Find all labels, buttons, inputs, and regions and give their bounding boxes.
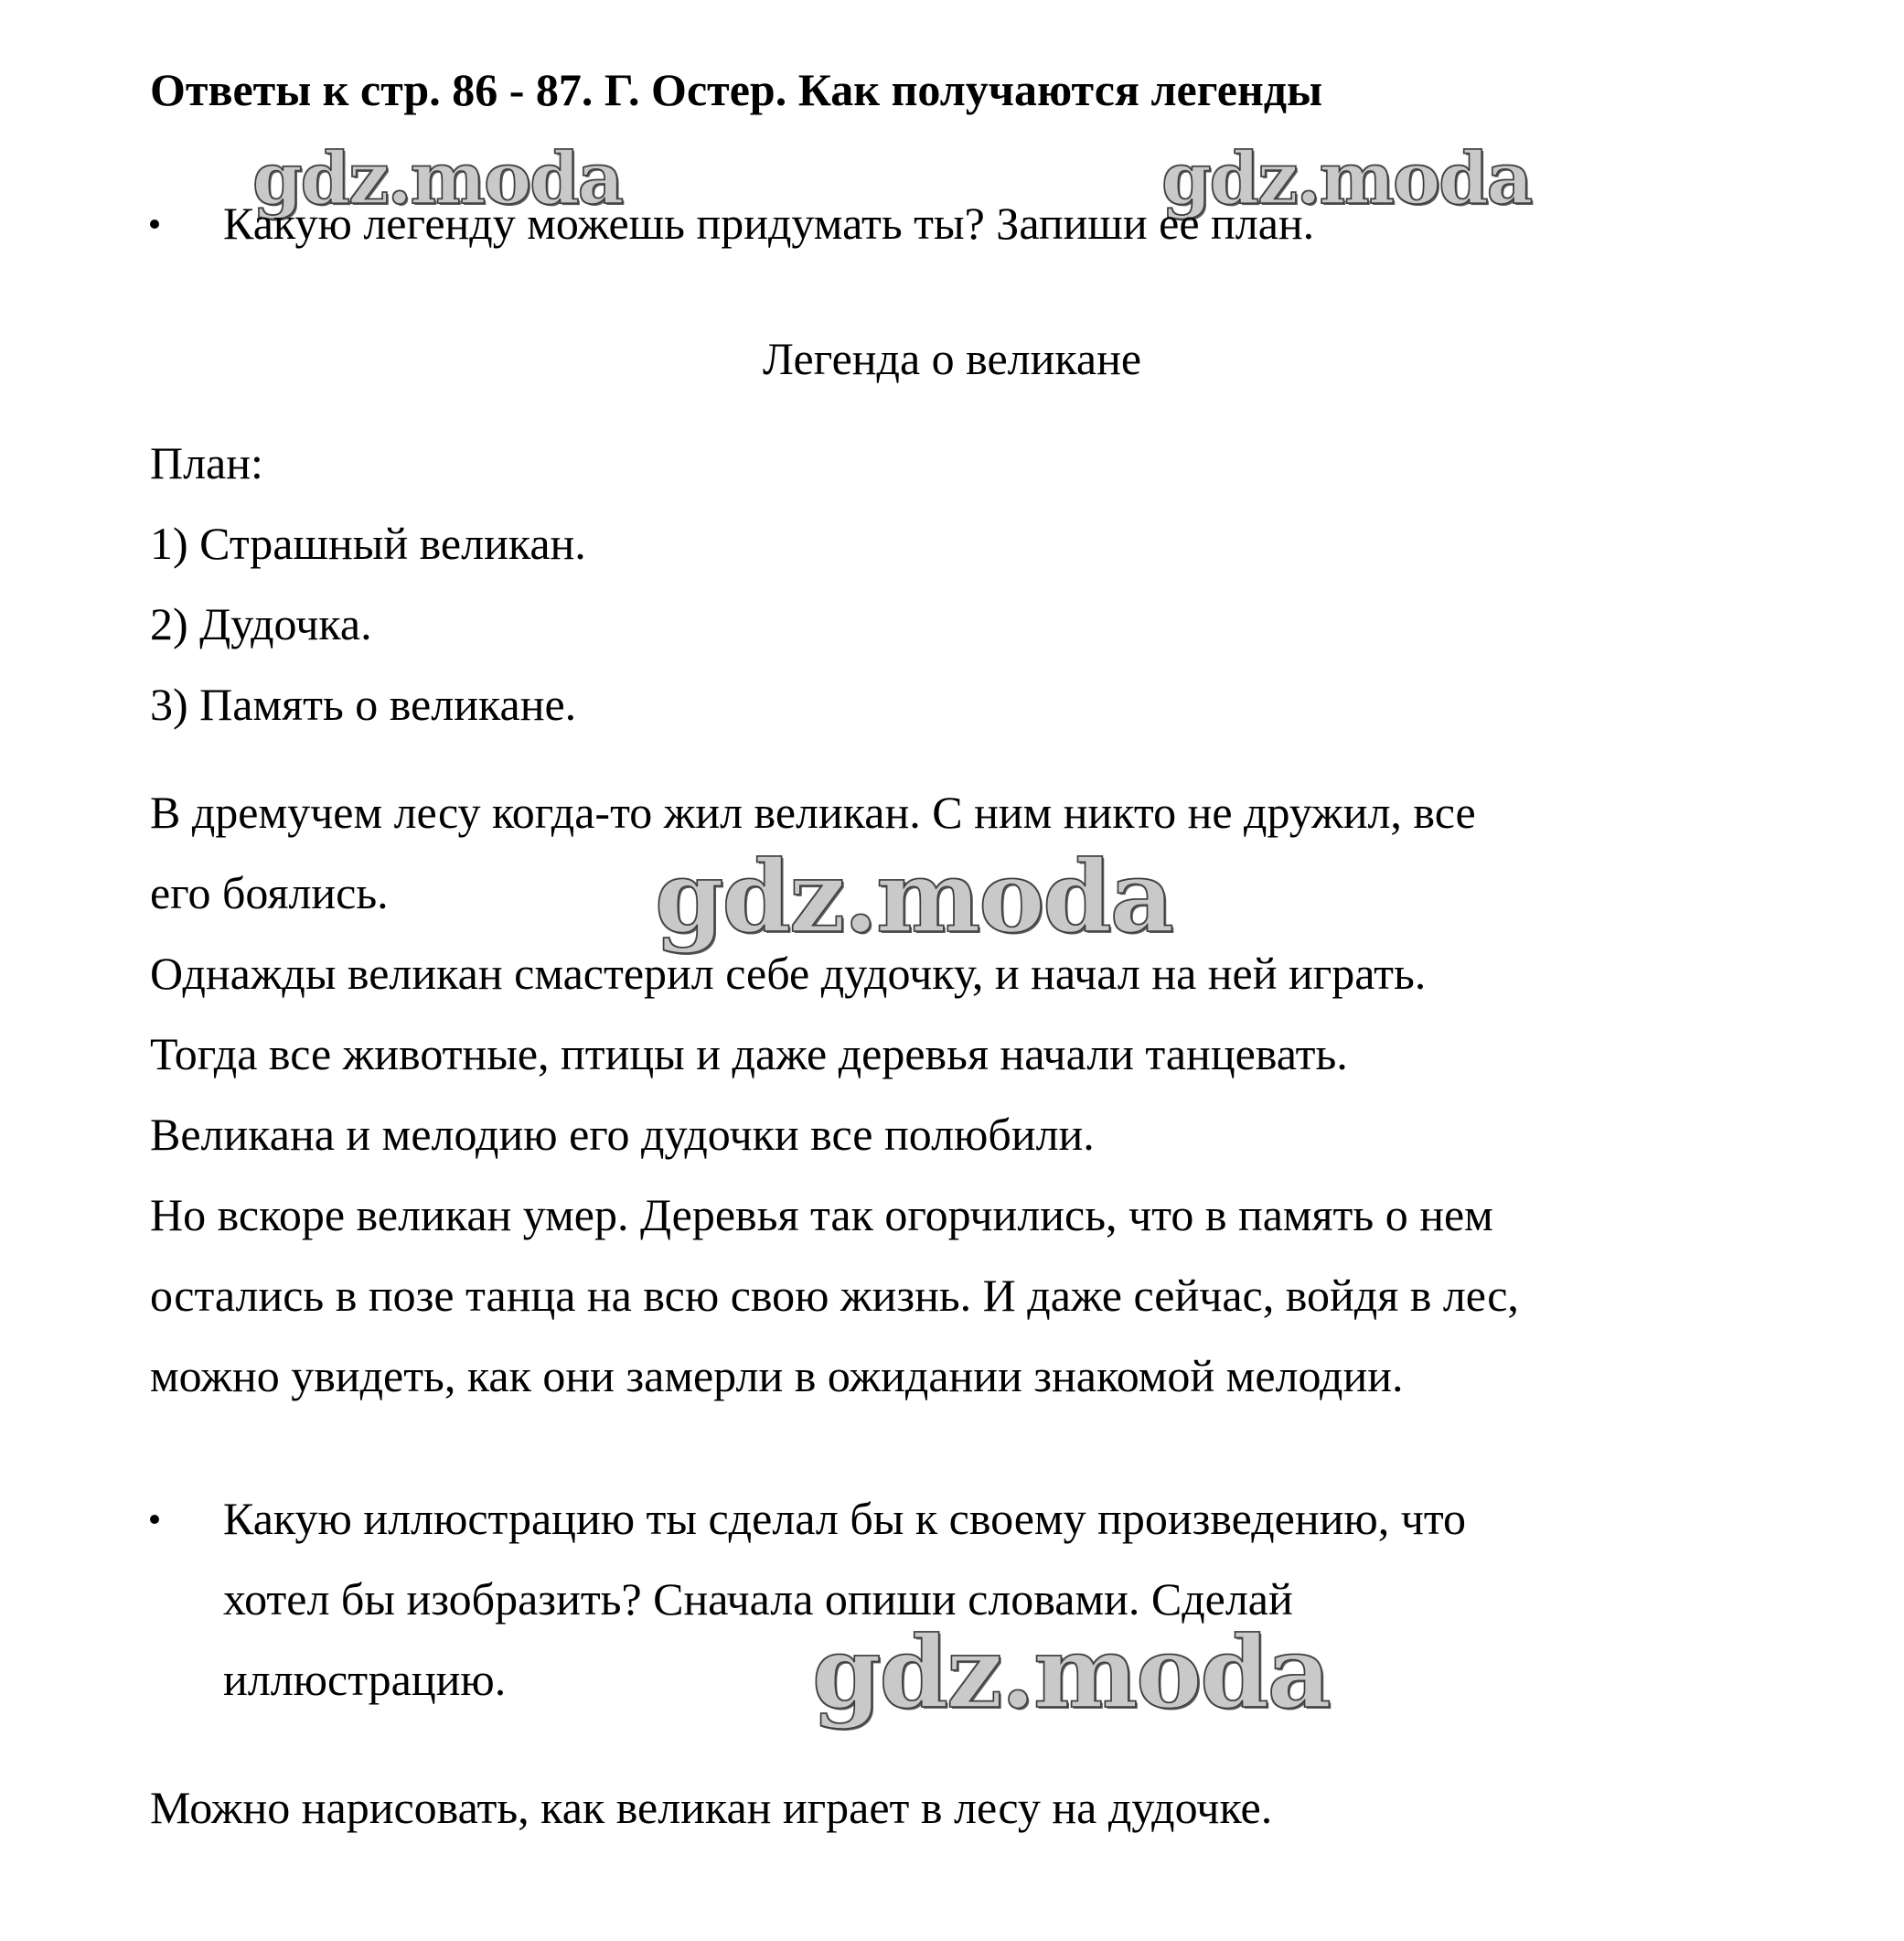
story-line: В дремучем лесу когда-то жил великан. С ним никто не дружил, все <box>150 787 1476 838</box>
answer-2: Можно нарисовать, как великан играет в лесу на дудочке. <box>150 1782 1273 1833</box>
watermark-logo: gdz.moda <box>1161 137 1532 220</box>
story-line: Однажды великан смастерил себе дудочку, и начал на ней играть. <box>150 948 1427 999</box>
story-line: Великана и мелодию его дудочки все полюбили. <box>150 1109 1095 1160</box>
question-1 <box>150 183 1796 263</box>
question-1-text: Какую легенду можешь придумать ты? Запиши ее план. <box>223 198 1315 249</box>
watermark-logo: gdz.moda <box>655 840 1172 955</box>
story-line: Тогда все животные, птицы и даже деревья начали танцевать. <box>150 1028 1348 1079</box>
story-line: можно увидеть, как они замерли в ожидании знакомой мелодии. <box>150 1350 1404 1401</box>
legend-title: Легенда о великане <box>762 333 1142 384</box>
plan-label: План: <box>150 437 263 488</box>
question-2 <box>150 1478 1796 1720</box>
story-line: его боялись. <box>150 867 389 918</box>
question-2-line: Какую иллюстрацию ты сделал бы к своему произведению, что <box>223 1493 1467 1544</box>
watermark-logo: gdz.moda <box>252 137 623 220</box>
watermark-logo: gdz.moda <box>812 1615 1330 1731</box>
plan-item: 1) Страшный великан. <box>150 518 586 569</box>
plan-item: 2) Дудочка. <box>150 598 372 649</box>
page-title: Ответы к стр. 86 - 87. Г. Остер. Как получаются легенды <box>150 64 1323 115</box>
story-line: остались в позе танца на всю свою жизнь. И даже сейчас, войдя в лес, <box>150 1270 1519 1321</box>
plan-item: 3) Память о великане. <box>150 679 577 730</box>
story-line: Но вскоре великан умер. Деревья так огорчились, что в память о нем <box>150 1189 1493 1240</box>
bullet-icon <box>150 220 159 229</box>
question-2-line: иллюстрацию. <box>223 1654 507 1705</box>
question-2-line: хотел бы изобразить? Сначала опиши словами. Сделай <box>223 1573 1293 1625</box>
bullet-icon <box>150 1515 159 1524</box>
